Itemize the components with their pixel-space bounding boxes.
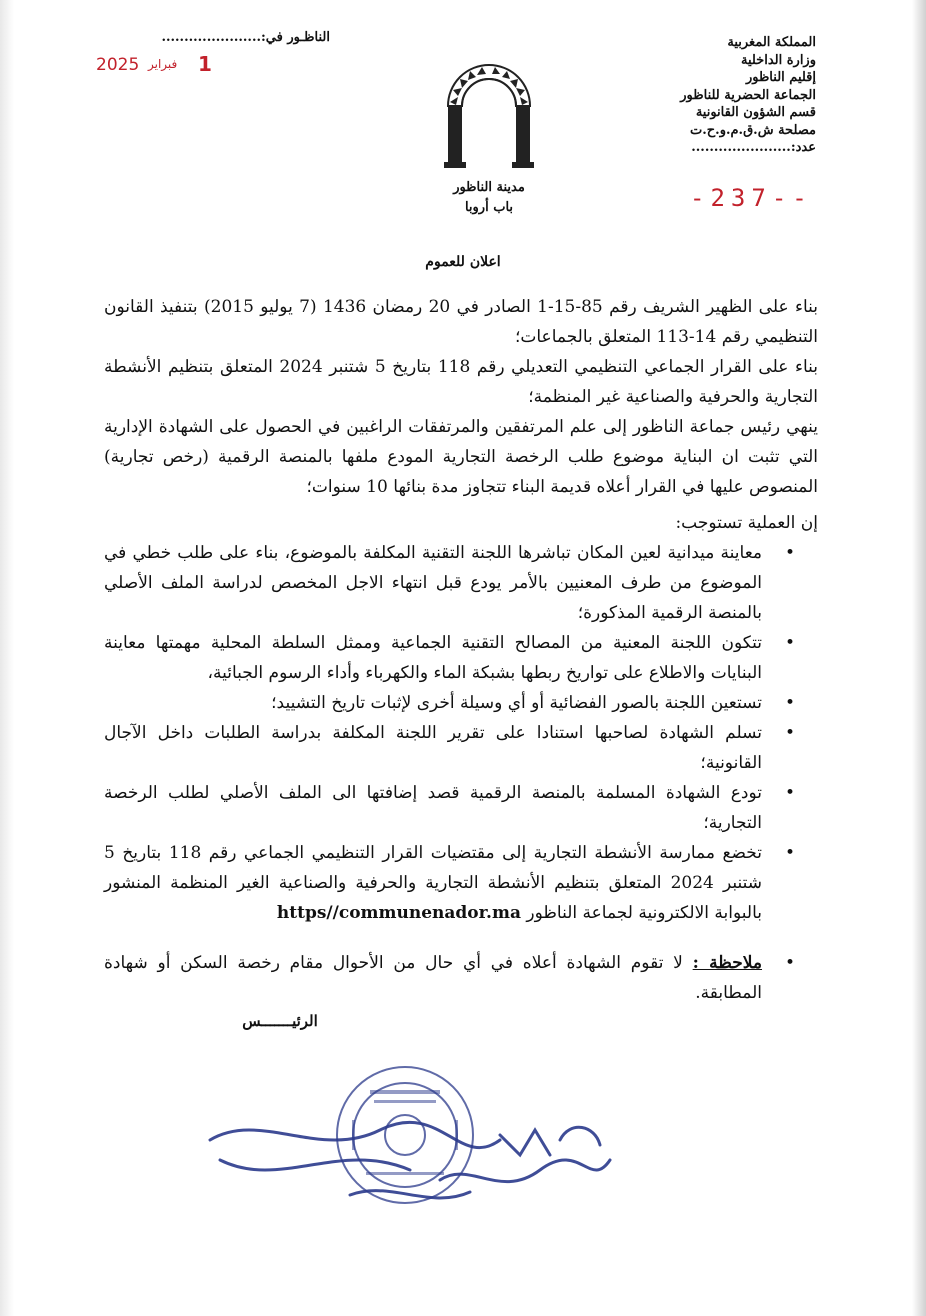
authority-header [680,34,816,157]
header-line: مصلحة ش.ق.م.و.ح.ت [690,122,816,138]
list-item: • تسلم الشهادة لصاحبها استنادا على تقرير اللجنة المكلفة بدراسة الطلبات داخل الآجال القانونية؛ [104,718,818,778]
list-item: • تتكون اللجنة المعنية من المصالح التقنية الجماعية وممثل السلطة المحلية مهمتها معاينة البنايات والاطلاع على تواريخ ربطها بشبكة الماء والكهرباء وأداء الرسوم الجبائية، [104,628,818,688]
place-date-label: الناظـور في:...................... [161,30,330,45]
handwritten-signature-icon [200,1100,620,1220]
bullet-icon: • [784,953,796,973]
header-line: إقليم الناظور [745,70,816,85]
bullet-icon: • [784,693,796,713]
header-line: الجماعة الحضرية للناظور [680,87,816,103]
city-motto: باب أروبا [464,200,514,215]
header-line: المملكة المغربية [727,35,816,50]
note-text: لا تقوم الشهادة أعلاه في أي حال من الأحوال مقام رخصة السكن أو شهادة المطابقة. [104,953,762,1003]
note-label: ملاحظة : [692,953,763,973]
bullet-icon: • [784,843,796,863]
requirements-intro: إن العملية تستوجب: [675,513,818,533]
bullet-icon: • [784,543,796,563]
bullet-icon: • [784,783,796,803]
bullet-icon: • [784,723,796,743]
header-line: قسم الشؤون القانونية [695,105,816,120]
date-stamp-year: 2025 [96,55,140,75]
portal-url: https//communenador.ma [276,903,521,923]
bullet-icon: • [784,633,796,653]
signatory-title: الرئيـــــــس [242,1012,318,1030]
document-body [104,292,818,1008]
paragraph: بناء على القرار الجماعي التنظيمي التعديلي رقم 118 بتاريخ 5 شتنبر 2024 المتعلق بتنظيم الأنشطة التجارية والحرفية والصناعية غير المنظمة؛ [104,357,818,407]
header-line: وزارة الداخلية [740,52,816,68]
list-item: • تودع الشهادة المسلمة بالمنصة الرقمية قصد إضافتها الى الملف الأصلي لطلب الرخصة التجارية؛ [104,778,818,838]
reference-number: 237 [710,184,772,212]
list-item: • معاينة ميدانية لعين المكان تباشرها اللجنة التقنية المكلفة بالموضوع، بناء على طلب خطي في الموضوع من طرف المعنيين بالأمر يودع قبل انتهاء الاجل المخصص لدراسة الملف الأصلي بالمنصة الرقمية المذكورة؛ [104,538,818,628]
page-left-edge [0,0,14,1316]
page-right-edge [912,0,926,1316]
note-list [104,948,818,1008]
document-title: اعلان للعموم [425,254,501,270]
city-name: مدينة الناظور [453,180,525,195]
list-item: • تستعين اللجنة بالصور الفضائية أو أي وسيلة أخرى لإثبات تاريخ التشييد؛ [104,688,818,718]
list-item: • تخضع ممارسة الأنشطة التجارية إلى مقتضيات القرار التنظيمي الجماعي رقم 118 بتاريخ 5 شتنبر 2024 المتعلق بتنظيم الأنشطة التجارية والحرفية والصناعية الغير المنظمة المنشور بالبوابة الالكترونية لجماعة الناظور https//communenador.ma [104,838,818,928]
requirements-list [104,538,818,928]
city-gate-emblem-icon [434,62,544,172]
header-line: عدد:...................... [691,140,816,155]
note-item [104,948,818,1008]
date-stamp-day: 1 [198,52,212,76]
reference-number-stamp: -237-- [690,184,813,212]
paragraph: بناء على الظهير الشريف رقم 85-15-1 الصادر في 20 رمضان 1436 (7 يوليو 2015) بتنفيذ القانون التنظيمي رقم 14-113 المتعلق بالجماعات؛ [104,297,818,347]
paragraph: ينهي رئيس جماعة الناظور إلى علم المرتفقين والمرتفقات الراغبين في الحصول على الشهادة الإدارية التي تثبت ان البناية موضوع طلب الرخصة التجارية المودع ملفها بالمنصة الرقمية (رخص تجارية) المنصوص عليها في القرار أعلاه قديمة البناء تتجاوز مدة بنائها 10 سنوات؛ [104,417,818,497]
date-stamp [90,52,240,78]
city-caption [434,178,544,218]
date-stamp-month: فبراير [148,57,178,71]
